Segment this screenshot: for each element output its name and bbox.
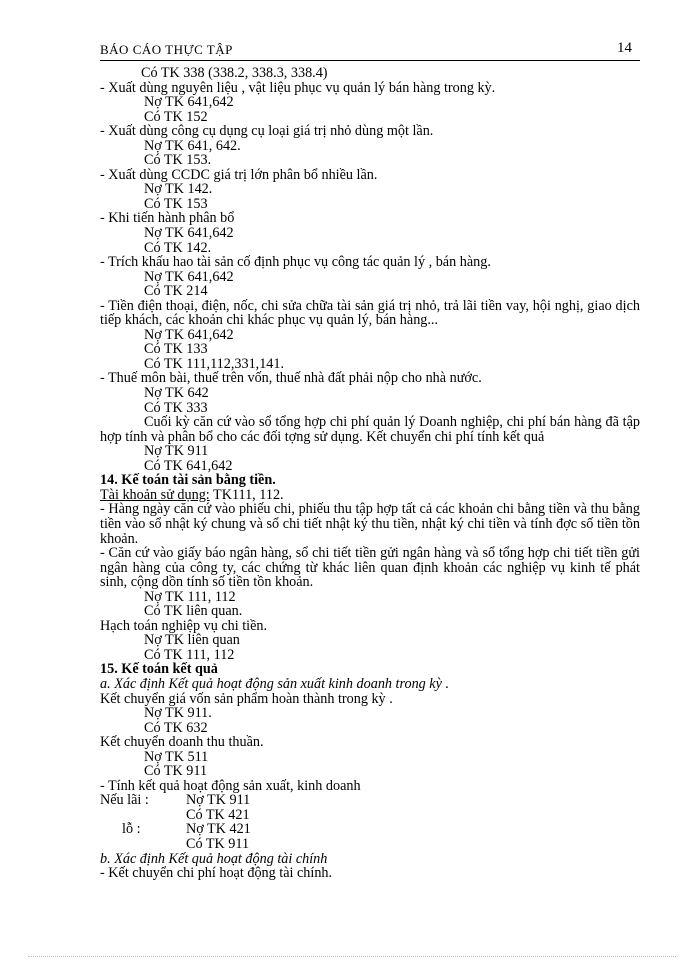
loss-entry-credit: [100, 837, 640, 852]
bullet-item: - Xuất dùng CCDC giá trị lớn phân bổ nhiều lần.: [100, 166, 378, 183]
accounts-used-label: Tài khoản sử dụng:: [100, 486, 210, 503]
body-line: Kết chuyển giá vốn sản phẩm hoàn thành trong kỳ .: [100, 690, 393, 707]
bullet-paragraph: - Tiền điện thoại, điện, nốc, chi sửa chữa tài sản giá trị nhỏ, trả lãi tiền vay, hội nghị, giao dịch tiếp khách, các khoản chi khác phục vụ quản lý, bán hàng...: [100, 297, 640, 329]
profit-label: Nếu lãi :: [100, 792, 149, 809]
entry-credit: Có TK 333: [144, 399, 208, 416]
entry-credit: Có TK 111,112,331,141.: [144, 355, 285, 372]
header-rule: [100, 60, 640, 61]
body-paragraph: Cuối kỳ căn cứ vào sổ tổng hợp chi phí quản lý Doanh nghiệp, chi phí bán hàng đã tập hợp tính và phân bổ cho các đối tợng sử dụng. Kết chuyển chi phí tính kết quả: [100, 414, 640, 445]
accounts-used-line: [100, 488, 640, 503]
document-body: [100, 66, 640, 881]
profit-entry-debit: [100, 793, 640, 808]
entry-credit: Có TK 133: [144, 341, 208, 358]
entry-credit: Có TK 111, 112: [144, 646, 235, 663]
bullet-paragraph: - Căn cứ vào giấy báo ngân hàng, sổ chi tiết tiền gửi ngân hàng và sổ tổng hợp chi tiết tiền gửi ngân hàng của công ty, các chứng từ khác liên quan định khoản các nghiệp vụ kinh tế phát sinh, cộng dồn tính số tiền tồn khoản.: [100, 545, 640, 591]
entry-debit: Nợ TK 111, 112: [144, 588, 236, 605]
subsection-heading: a. Xác định Kết quả hoạt động sản xuất kinh doanh trong kỳ .: [100, 675, 449, 692]
entry-credit: Có TK 152: [144, 108, 208, 125]
entry-debit: Nợ TK 641,642: [144, 326, 234, 343]
entry-credit: Có TK 911: [186, 835, 250, 852]
page-number: 14: [617, 40, 632, 56]
entry-credit: Có TK 153: [144, 195, 208, 212]
bullet-item: - Xuất dùng công cụ dụng cụ loại giá trị nhỏ dùng một lần.: [100, 123, 434, 140]
loss-label: lỗ :: [122, 821, 141, 838]
bullet-item: - Kết chuyển chi phí hoạt động tài chính.: [100, 865, 333, 882]
entry-credit: Có TK 421: [186, 806, 250, 823]
section-heading: 15. Kế toán kết quả: [100, 661, 218, 678]
entry-debit: Nợ TK 641,642: [144, 268, 234, 285]
bullet-item: - Tính kết quả hoạt động sản xuất, kinh doanh: [100, 777, 361, 794]
bullet-item: - Thuế môn bài, thuế trên vốn, thuế nhà đất phải nộp cho nhà nước.: [100, 370, 482, 387]
entry-debit: Nợ TK 911.: [144, 705, 212, 722]
bullet-paragraph: - Hàng ngày căn cứ vào phiếu chi, phiếu thu tập hợp tất cả các khoản chi bằng tiền và thu bằng tiền vào sổ nhật ký chung và sổ chi tiết nhật ký thu tiền, nhật ký chi tiền và tính đợc số tiền tồn khoản.: [100, 501, 640, 547]
page-bottom-rule: [28, 956, 676, 957]
loss-entry-debit: [100, 822, 640, 837]
header-title: BÁO CÁO THỰC TẬP: [100, 42, 233, 57]
entry-debit: Nợ TK 421: [186, 821, 251, 838]
body-line: Hạch toán nghiệp vụ chi tiền.: [100, 617, 268, 634]
bullet-item: - Trích khấu hao tài sản cố định phục vụ công tác quản lý , bán hàng.: [100, 254, 491, 271]
entry-debit: Nợ TK 911: [144, 443, 209, 460]
entry-credit: Có TK liên quan.: [144, 603, 243, 620]
entry-debit: Nợ TK 642: [144, 385, 209, 402]
entry-debit: Nợ TK 641,642: [144, 94, 234, 111]
profit-entry-credit: [100, 808, 640, 823]
accounts-used-value: TK111, 112.: [213, 486, 284, 503]
entry-credit: Có TK 142.: [144, 239, 212, 256]
bullet-item: - Xuất dùng nguyên liệu , vật liệu phục vụ quản lý bán hàng trong kỳ.: [100, 79, 496, 96]
entry-credit: Có TK 641,642: [144, 457, 233, 474]
entry-debit: Nợ TK 511: [144, 748, 209, 765]
entry-credit: Có TK 911: [144, 763, 208, 780]
body-line: Kết chuyển doanh thu thuần.: [100, 734, 264, 751]
section-heading: 14. Kế toán tài sản bằng tiền.: [100, 472, 276, 489]
page-header: [100, 40, 640, 62]
entry-credit: Có TK 632: [144, 719, 208, 736]
entry-credit: Có TK 214: [144, 283, 208, 300]
subsection-heading: b. Xác định Kết quả hoạt động tài chính: [100, 850, 328, 867]
bullet-item: - Khi tiến hành phân bổ: [100, 210, 235, 227]
entry-debit: Nợ TK 911: [186, 792, 251, 809]
entry-debit: Nợ TK 641,642: [144, 225, 234, 242]
entry-credit: Có TK 338 (338.2, 338.3, 338.4): [141, 65, 328, 81]
entry-credit: Có TK 153.: [144, 152, 212, 169]
entry-debit: Nợ TK 641, 642.: [144, 137, 241, 154]
entry-debit: Nợ TK 142.: [144, 181, 213, 198]
entry-debit: Nợ TK liên quan: [144, 632, 240, 649]
